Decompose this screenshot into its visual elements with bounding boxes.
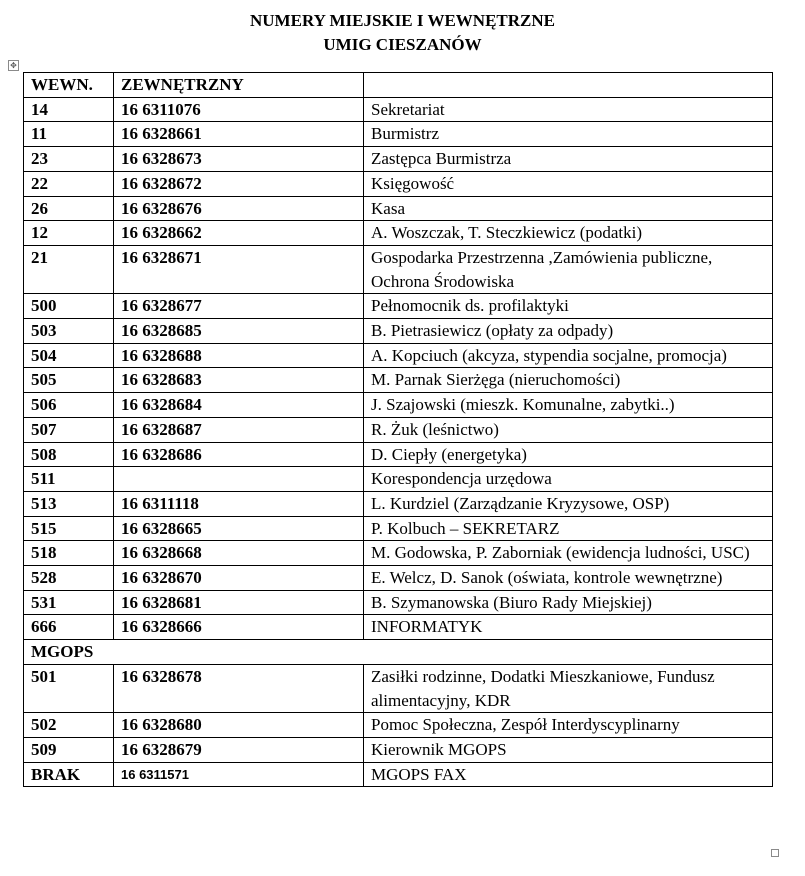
table-row — [24, 713, 773, 738]
cell-phone: 16 6328665 — [114, 516, 364, 541]
cell-desc: A. Woszczak, T. Steczkiewicz (podatki) — [364, 221, 773, 246]
cell-desc: Burmistrz — [364, 122, 773, 147]
cell-phone: 16 6328671 — [114, 245, 364, 293]
cell-desc: E. Welcz, D. Sanok (oświata, kontrole wewnętrzne) — [364, 566, 773, 591]
cell-phone: 16 6328685 — [114, 319, 364, 344]
cell-ext: 528 — [24, 566, 114, 591]
header-desc — [364, 73, 773, 98]
cell-phone: 16 6311076 — [114, 97, 364, 122]
cell-desc: Księgowość — [364, 171, 773, 196]
cell-desc: L. Kurdziel (Zarządzanie Kryzysowe, OSP) — [364, 491, 773, 516]
table-row — [24, 171, 773, 196]
cell-ext: 14 — [24, 97, 114, 122]
table-row — [24, 590, 773, 615]
cell-phone: 16 6328684 — [114, 393, 364, 418]
cell-phone: 16 6328680 — [114, 713, 364, 738]
cell-ext: 11 — [24, 122, 114, 147]
cell-ext: 22 — [24, 171, 114, 196]
title-line-1: NUMERY MIEJSKIE I WEWNĘTRZNE — [250, 11, 555, 30]
cell-ext: 23 — [24, 147, 114, 172]
cell-ext: 531 — [24, 590, 114, 615]
cell-desc: Pełnomocnik ds. profilaktyki — [364, 294, 773, 319]
table-header-row — [24, 73, 773, 98]
section-row-mgops — [24, 640, 773, 665]
cell-phone: 16 6311571 — [114, 762, 364, 787]
cell-ext: 501 — [24, 664, 114, 712]
cell-phone: 16 6328679 — [114, 737, 364, 762]
cell-phone: 16 6328677 — [114, 294, 364, 319]
cell-ext: 513 — [24, 491, 114, 516]
cell-phone: 16 6328681 — [114, 590, 364, 615]
section-label: MGOPS — [24, 640, 773, 665]
cell-phone: 16 6328683 — [114, 368, 364, 393]
cell-ext: 511 — [24, 467, 114, 492]
cell-phone: 16 6328676 — [114, 196, 364, 221]
cell-phone: 16 6328668 — [114, 541, 364, 566]
table-row — [24, 368, 773, 393]
cell-ext: 505 — [24, 368, 114, 393]
table-row — [24, 762, 773, 787]
cell-ext: 507 — [24, 417, 114, 442]
table-row — [24, 491, 773, 516]
cell-phone: 16 6328678 — [114, 664, 364, 712]
table-row — [24, 294, 773, 319]
cell-phone: 16 6328686 — [114, 442, 364, 467]
cell-ext: 518 — [24, 541, 114, 566]
cell-phone: 16 6328688 — [114, 343, 364, 368]
cell-phone: 16 6328666 — [114, 615, 364, 640]
cell-desc: INFORMATYK — [364, 615, 773, 640]
cell-desc: B. Szymanowska (Biuro Rady Miejskiej) — [364, 590, 773, 615]
table-row — [24, 566, 773, 591]
table-resize-handle[interactable] — [771, 849, 779, 857]
header-ext: WEWN. — [24, 73, 114, 98]
cell-desc: R. Żuk (leśnictwo) — [364, 417, 773, 442]
table-row — [24, 122, 773, 147]
cell-ext: 21 — [24, 245, 114, 293]
cell-desc: Korespondencja urzędowa — [364, 467, 773, 492]
cell-ext: 504 — [24, 343, 114, 368]
cell-phone: 16 6328670 — [114, 566, 364, 591]
table-row — [24, 516, 773, 541]
document-title — [0, 9, 805, 57]
cell-ext: 503 — [24, 319, 114, 344]
title-line-2: UMIG CIESZANÓW — [323, 35, 482, 54]
cell-phone: 16 6328672 — [114, 171, 364, 196]
cell-desc: A. Kopciuch (akcyza, stypendia socjalne, promocja) — [364, 343, 773, 368]
table-row — [24, 737, 773, 762]
table-row — [24, 97, 773, 122]
cell-ext: BRAK — [24, 762, 114, 787]
cell-ext: 508 — [24, 442, 114, 467]
cell-ext: 509 — [24, 737, 114, 762]
table-row — [24, 196, 773, 221]
table-row — [24, 664, 773, 712]
table-row — [24, 393, 773, 418]
phone-table — [23, 72, 773, 787]
cell-phone: 16 6328661 — [114, 122, 364, 147]
cell-ext: 500 — [24, 294, 114, 319]
cell-desc: Zasiłki rodzinne, Dodatki Mieszkaniowe, Fundusz alimentacyjny, KDR — [364, 664, 773, 712]
cell-phone: 16 6328687 — [114, 417, 364, 442]
cell-desc: M. Parnak Sierżęga (nieruchomości) — [364, 368, 773, 393]
cell-phone: 16 6328662 — [114, 221, 364, 246]
header-phone: ZEWNĘTRZNY — [114, 73, 364, 98]
cell-ext: 506 — [24, 393, 114, 418]
cell-desc: M. Godowska, P. Zaborniak (ewidencja ludności, USC) — [364, 541, 773, 566]
cell-ext: 26 — [24, 196, 114, 221]
table-row — [24, 319, 773, 344]
table-row — [24, 615, 773, 640]
cell-desc: Gospodarka Przestrzenna ,Zamówienia publiczne, Ochrona Środowiska — [364, 245, 773, 293]
table-row — [24, 541, 773, 566]
cell-desc: J. Szajowski (mieszk. Komunalne, zabytki..) — [364, 393, 773, 418]
table-row — [24, 147, 773, 172]
cell-ext: 666 — [24, 615, 114, 640]
table-row — [24, 245, 773, 293]
table-row — [24, 467, 773, 492]
cell-desc: MGOPS FAX — [364, 762, 773, 787]
cell-desc: Kierownik MGOPS — [364, 737, 773, 762]
cell-ext: 12 — [24, 221, 114, 246]
cell-ext: 502 — [24, 713, 114, 738]
cell-desc: Sekretariat — [364, 97, 773, 122]
cell-desc: B. Pietrasiewicz (opłaty za odpady) — [364, 319, 773, 344]
table-row — [24, 417, 773, 442]
cell-desc: Kasa — [364, 196, 773, 221]
cell-desc: P. Kolbuch – SEKRETARZ — [364, 516, 773, 541]
table-move-handle-icon[interactable]: ✥ — [8, 60, 19, 71]
cell-desc: Pomoc Społeczna, Zespół Interdyscyplinarny — [364, 713, 773, 738]
cell-phone — [114, 467, 364, 492]
cell-phone: 16 6311118 — [114, 491, 364, 516]
cell-desc: D. Ciepły (energetyka) — [364, 442, 773, 467]
cell-desc: Zastępca Burmistrza — [364, 147, 773, 172]
table-row — [24, 343, 773, 368]
cell-ext: 515 — [24, 516, 114, 541]
table-row — [24, 442, 773, 467]
table-row — [24, 221, 773, 246]
cell-phone: 16 6328673 — [114, 147, 364, 172]
